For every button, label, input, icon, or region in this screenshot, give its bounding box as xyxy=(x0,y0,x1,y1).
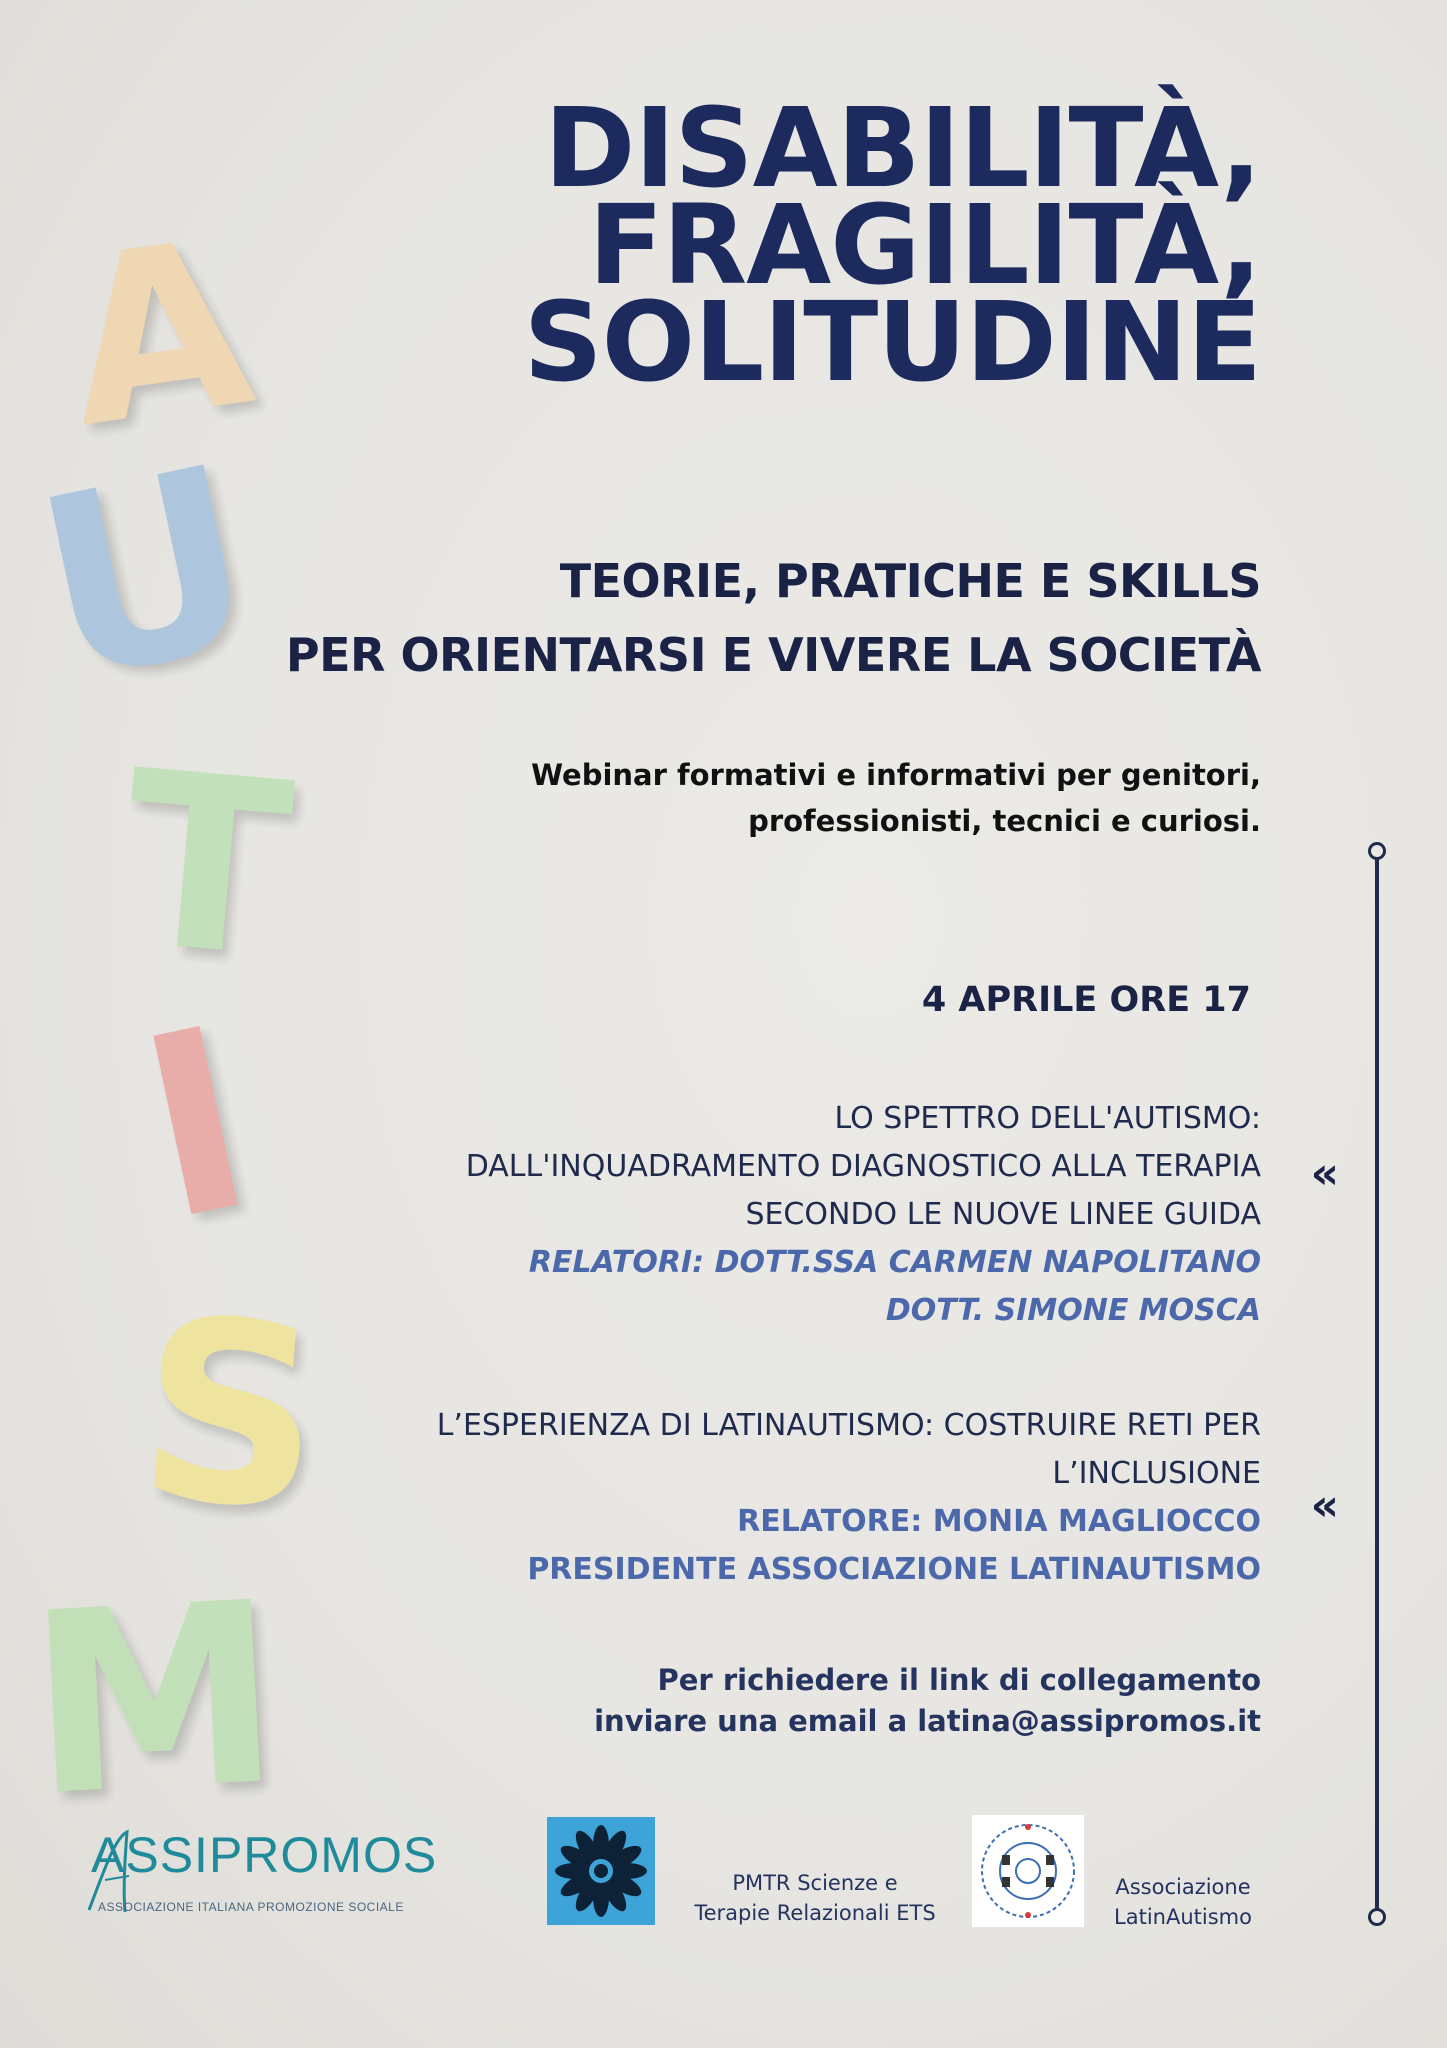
contact-line: Per richiedere il link di collegamento xyxy=(657,1663,1261,1697)
pmtr-label xyxy=(690,1868,940,1929)
talk-speaker-line: RELATORE: MONIA MAGLIOCCO xyxy=(737,1504,1261,1539)
talk-title-line: L’ESPERIENZA DI LATINAUTISMO: COSTRUIRE RETI PER xyxy=(436,1408,1261,1443)
letter-i: I xyxy=(120,972,273,1277)
letter-a: A xyxy=(52,189,266,480)
chevron-left-icon: « xyxy=(1310,1480,1339,1531)
intro-text xyxy=(461,752,1261,845)
letter-s: S xyxy=(130,1263,331,1566)
talk-title-line: SECONDO LE NUOVE LINEE GUIDA xyxy=(745,1197,1261,1232)
chevron-left-icon: « xyxy=(1310,1148,1339,1199)
main-title xyxy=(361,84,1261,406)
pmtr-line: PMTR Scienze e xyxy=(732,1871,898,1895)
latinautismo-line: Associazione xyxy=(1115,1875,1251,1899)
timeline-dot-bottom xyxy=(1368,1908,1386,1926)
talk-2 xyxy=(361,1402,1261,1594)
intro-line: professionisti, tecnici e curiosi. xyxy=(748,804,1261,839)
contact-info xyxy=(361,1660,1261,1741)
talk-title-line: L’INCLUSIONE xyxy=(1052,1456,1261,1491)
contact-line: inviare una email a latina@assipromos.it xyxy=(594,1703,1261,1738)
flower-icon xyxy=(547,1817,655,1925)
letter-u: U xyxy=(16,411,276,738)
letter-t: T xyxy=(113,718,301,1012)
talk-1 xyxy=(361,1095,1261,1335)
letter-m: M xyxy=(22,1547,287,1852)
subtitle-line: TEORIE, PRATICHE E SKILLS xyxy=(559,554,1261,608)
title-line: SOLITUDINE xyxy=(523,277,1261,406)
assipromos-name: ASSIPROMOS xyxy=(91,1827,438,1883)
intro-line: Webinar formativi e informativi per genitori, xyxy=(531,758,1261,792)
talk-speaker-line: PRESIDENTE ASSOCIAZIONE LATINAUTISMO xyxy=(527,1552,1261,1587)
latinautismo-line: LatinAutismo xyxy=(1114,1905,1252,1930)
latinautismo-seal-icon xyxy=(972,1815,1084,1927)
subtitle xyxy=(261,545,1261,692)
assipromos-logo xyxy=(85,1818,445,1928)
title-line: DISABILITÀ, xyxy=(544,84,1261,212)
talk-title-line: DALL'INQUADRAMENTO DIAGNOSTICO ALLA TERAPIA xyxy=(465,1149,1261,1184)
assipromos-subtitle: ASSOCIAZIONE ITALIANA PROMOZIONE SOCIALE xyxy=(98,1900,404,1914)
title-line: FRAGILITÀ, xyxy=(588,180,1261,309)
subtitle-line: PER ORIENTARSI E VIVERE LA SOCIETÀ xyxy=(285,627,1261,682)
pmtr-flower-logo xyxy=(547,1817,655,1925)
latinautismo-label xyxy=(1108,1872,1258,1933)
pmtr-line: Terapie Relazionali ETS xyxy=(694,1901,936,1926)
talk-title-line: LO SPETTRO DELL'AUTISMO: xyxy=(834,1101,1261,1136)
timeline-dot-top xyxy=(1368,842,1386,860)
event-date: 4 APRILE ORE 17 xyxy=(921,980,1251,1020)
latinautismo-logo xyxy=(972,1815,1084,1927)
talk-speaker-line: DOTT. SIMONE MOSCA xyxy=(885,1293,1261,1328)
timeline-line xyxy=(1375,850,1379,1918)
talk-speaker-line: RELATORI: DOTT.SSA CARMEN NAPOLITANO xyxy=(528,1245,1261,1280)
